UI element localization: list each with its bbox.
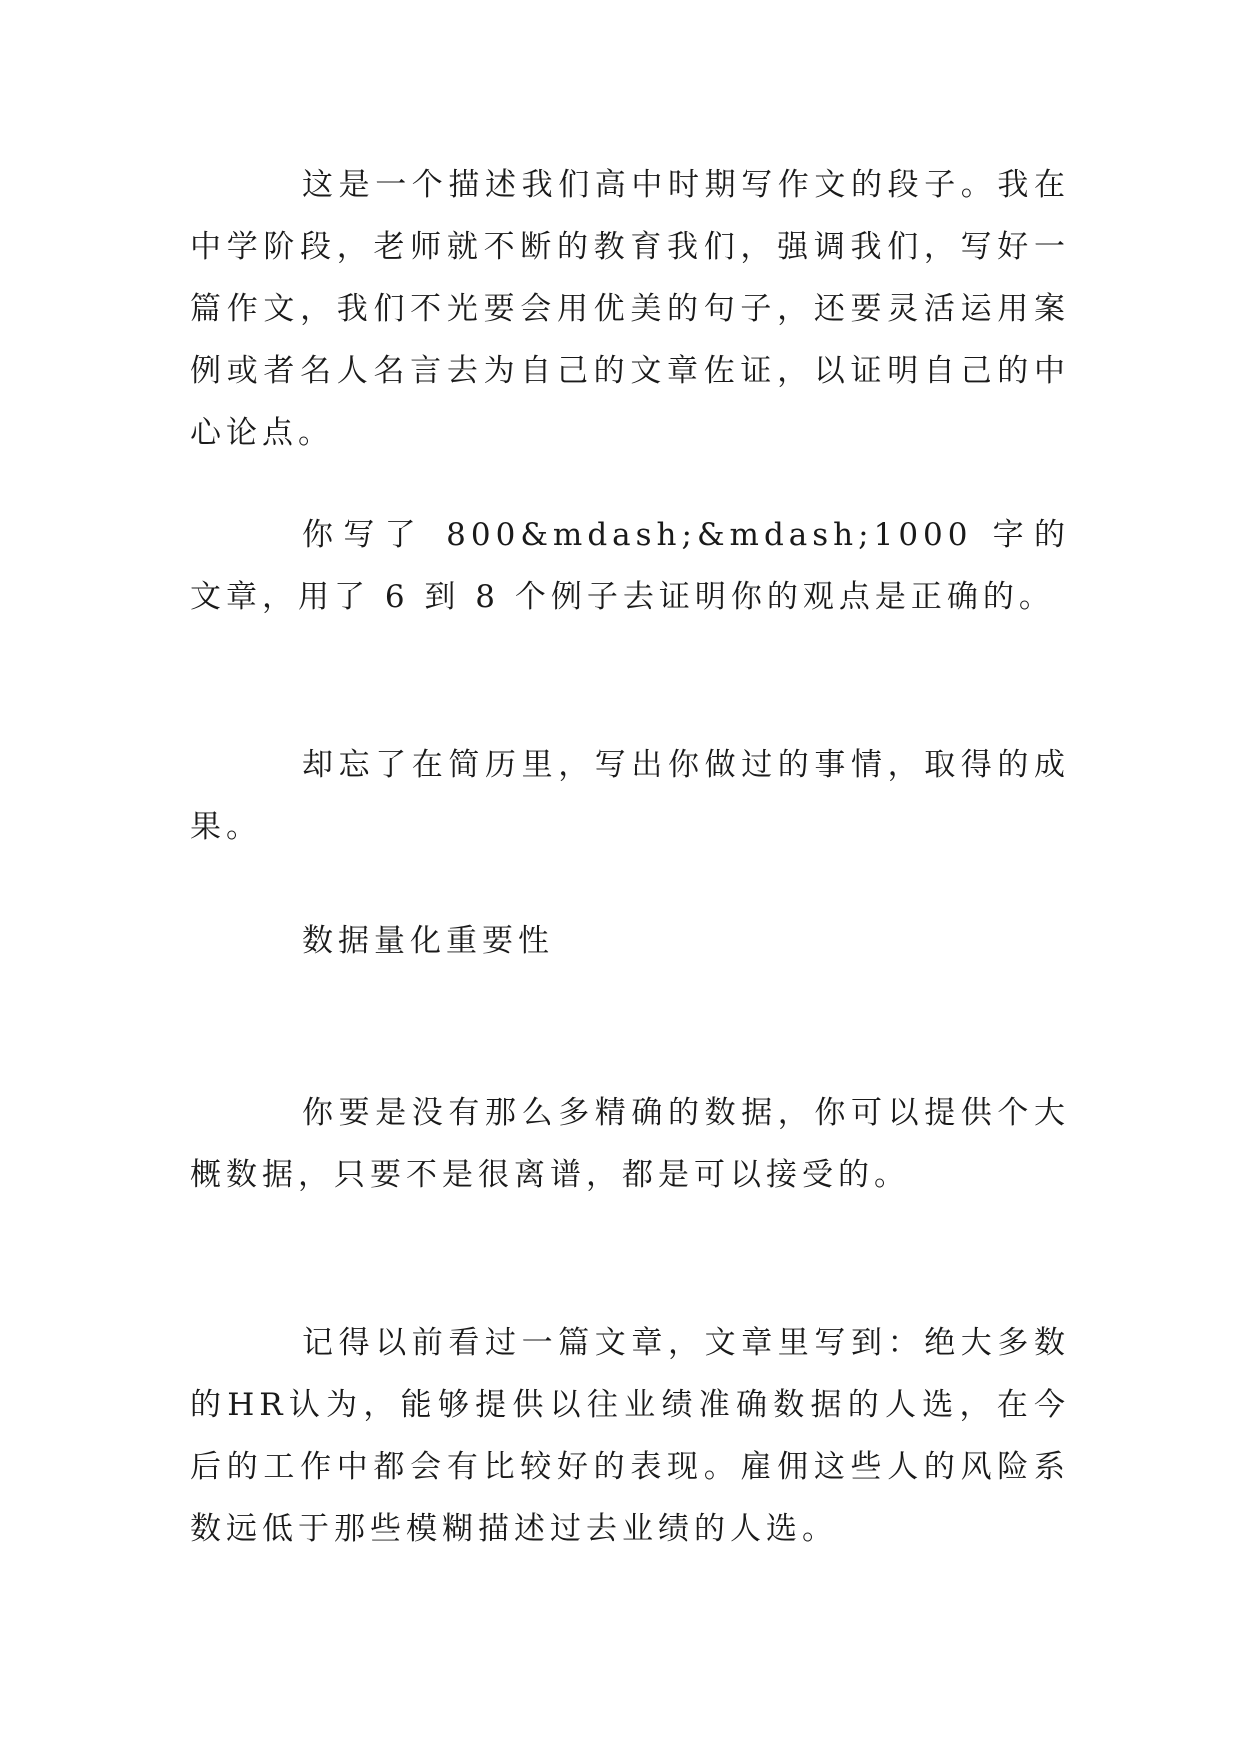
paragraph-hr-opinion: 记得以前看过一篇文章，文章里写到：绝大多数的HR认为，能够提供以往业绩准确数据的人选，在今后的工作中都会有比较好的表现。雇佣这些人的风险系数远低于那些模糊描述过去业绩的人选。 <box>190 1325 1070 1547</box>
paragraph-word-count: 你写了 800&mdash;&mdash;1000 字的文章，用了 6 到 8 个例子去证明你的观点是正确的。 <box>190 517 1070 615</box>
paragraph-forgot-results: 却忘了在简历里，写出你做过的事情，取得的成果。 <box>190 747 1070 845</box>
section-heading: 数据量化重要性 <box>302 923 554 959</box>
paragraph-approximate-data: 你要是没有那么多精确的数据，你可以提供个大概数据，只要不是很离谱，都是可以接受的。 <box>190 1095 1070 1193</box>
paragraph-essay-anecdote: 这是一个描述我们高中时期写作文的段子。我在中学阶段，老师就不断的教育我们，强调我们，写好一篇作文，我们不光要会用优美的句子，还要灵活运用案例或者名人名言去为自己的文章佐证，以证明自己的中心论点。 <box>190 167 1070 451</box>
